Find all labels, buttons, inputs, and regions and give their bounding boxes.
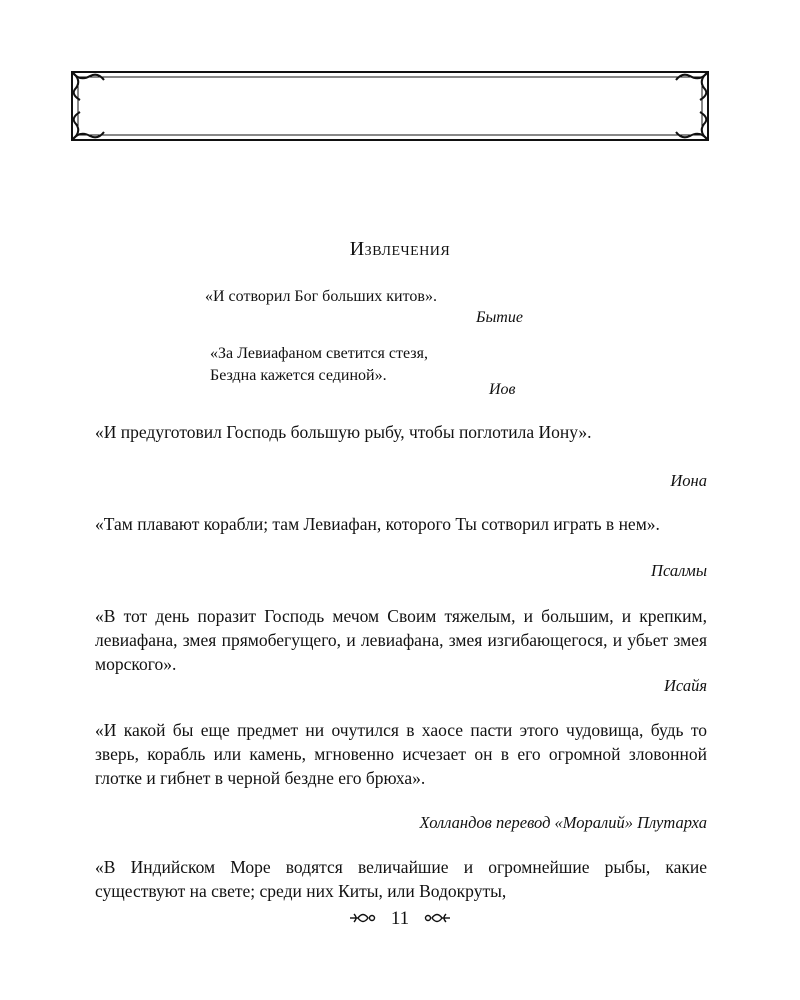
paragraph-4-text: «И какой бы еще предмет ни очутился в хаосе пасти этого чудовища, будь то зверь, корабль или камень, мгновенно исчезает он в его огромной зловонной глотке и гибнет в черной бездне его брюха». xyxy=(95,720,707,788)
paragraph-5-text: «В Индийском Море водятся величайшие и огромнейшие рыбы, какие существуют на свете; среди них Киты, или Водокруты, xyxy=(95,857,707,901)
body-paragraph xyxy=(95,512,707,536)
body-paragraph xyxy=(95,855,707,903)
epigraph-2-source: Иов xyxy=(489,381,516,398)
paragraph-3-text: «В тот день поразит Господь мечом Своим тяжелым, и большим, и крепким, левиафана, змея прямобегущего, и левиафана, змея изгибающегося, и убьет змея морского». xyxy=(95,606,707,674)
decorative-header-frame xyxy=(70,68,710,144)
body-paragraph xyxy=(95,718,707,790)
ornament-left-icon xyxy=(348,909,378,931)
paragraph-1-text: «И предуготовил Господь большую рыбу, чтобы поглотила Иону». xyxy=(95,422,592,442)
epigraph-1-source: Бытие xyxy=(476,309,523,326)
paragraph-3-source: Исайя xyxy=(664,676,707,695)
epigraph-2-line-1: «За Левиафаном светится стезя, xyxy=(210,345,428,362)
epigraph-2-line-2: Бездна кажется сединой». xyxy=(210,367,387,384)
ornament-right-icon xyxy=(422,909,452,931)
paragraph-2-source: Псалмы xyxy=(651,561,707,580)
body-paragraph xyxy=(95,420,707,444)
body-paragraph xyxy=(95,604,707,676)
epigraph-1-line: «И сотворил Бог больших китов». xyxy=(205,288,437,305)
page-footer xyxy=(0,908,800,931)
paragraph-1-source: Иона xyxy=(670,471,707,490)
paragraph-4-source: Холландов перевод «Моралий» Плутарха xyxy=(419,813,707,832)
page-number: 11 xyxy=(390,908,410,929)
paragraph-2-text: «Там плавают корабли; там Левиафан, которого Ты сотворил играть в нем». xyxy=(95,514,660,534)
page-title: Извлечения xyxy=(349,238,451,260)
